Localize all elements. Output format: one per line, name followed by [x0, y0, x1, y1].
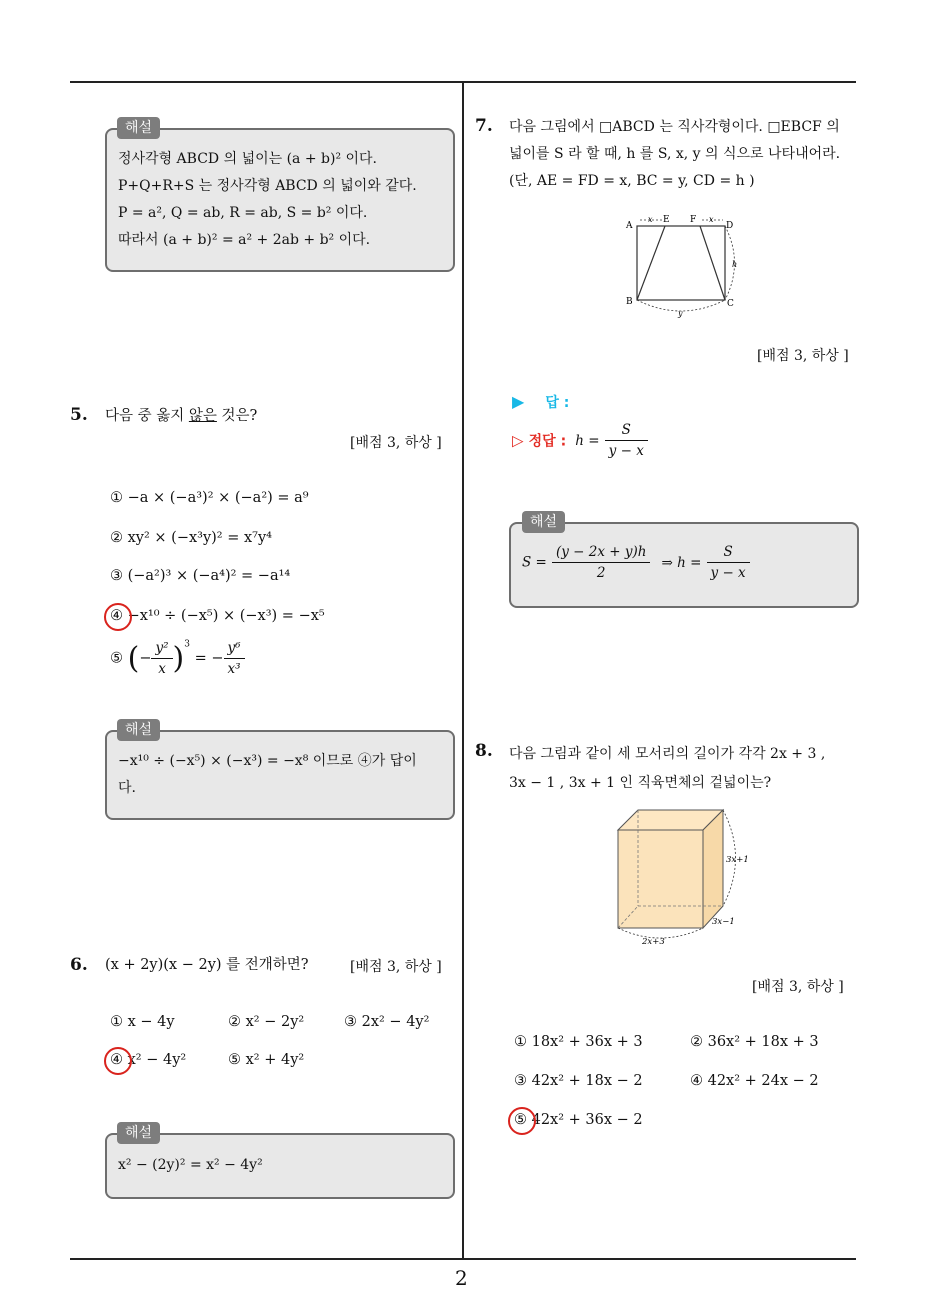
solution-tag: 해설	[117, 117, 160, 139]
option-5[interactable]: ⑤ (− $\frac{\text{y²}}{x}$ )$^3$ = − $\frac{\text{y⁶}}{\text{x³}}$	[110, 638, 245, 678]
solution-tag: 해설	[117, 719, 160, 741]
solution-text: −x¹⁰ ÷ (−x⁵) × (−x³) = −x⁸ 이므로 ④가 답이 다.	[118, 753, 417, 796]
label-B: B	[626, 297, 633, 307]
center-divider	[462, 83, 464, 1259]
answer-circle-mark	[508, 1107, 536, 1135]
label-x: x	[648, 215, 653, 224]
score-label: [배점 3, 하상 ]	[757, 348, 849, 364]
option-5[interactable]: ⑤ 42x² + 36x − 2	[514, 1112, 643, 1128]
option-1[interactable]: ① x − 4y	[110, 1014, 175, 1030]
label-h: h	[732, 260, 738, 269]
label-D: D	[726, 221, 734, 231]
cuboid-figure	[608, 806, 768, 952]
label-F: F	[690, 215, 697, 225]
option-3[interactable]: ③ 2x² − 4y²	[344, 1014, 430, 1030]
question-number: 6.	[70, 955, 88, 975]
solution-text: S = $\frac{(y - 2x + y)h}{2}$ ⇒ h = $\frac{S}{y - x}$	[522, 542, 750, 583]
solution-text: 정사각형 ABCD 의 넓이는 (a + b)² 이다. P+Q+R+S 는 정사각형 ABCD 의 넓이와 같다. P = a², Q = ab, R = ab, S = b² 이다. 따라서 (a + b)² = a² + 2ab + b² 이다.	[118, 151, 417, 248]
solution-tag: 해설	[522, 511, 565, 533]
label-width: 2x+3	[642, 937, 665, 947]
question-number: 7.	[475, 116, 493, 136]
question-stem: 다음 그림과 같이 세 모서리의 길이가 각각 2x + 3 , 3x − 1 , 3x + 1 인 직육면체의 겉넓이는?	[509, 746, 826, 791]
answer-circle-mark	[104, 603, 132, 631]
option-2[interactable]: ② x² − 2y²	[228, 1014, 305, 1030]
question-number: 8.	[475, 741, 493, 761]
label-E: E	[663, 215, 670, 225]
label-height: 3x+1	[726, 855, 749, 865]
label-x: x	[709, 215, 714, 224]
question-stem: 다음 그림에서 □ABCD 는 직사각형이다. □EBCF 의 넓이를 S 라 할 때, h 를 S, x, y 의 식으로 나타내어라. (단, AE = FD = x, BC = y, CD = h )	[509, 119, 841, 189]
option-2[interactable]: ② xy² × (−x³y)² = x⁷y⁴	[110, 530, 272, 546]
play-icon: ▶	[512, 392, 525, 411]
bottom-rule	[70, 1258, 856, 1260]
answer-line: ▶ 답 :	[512, 392, 570, 411]
option-4[interactable]: ④ x² − 4y²	[110, 1052, 187, 1068]
option-5[interactable]: ⑤ x² + 4y²	[228, 1052, 305, 1068]
label-A: A	[626, 221, 633, 231]
question-stem: 다음 중 옳지 않은 것은?	[105, 408, 258, 424]
option-4[interactable]: ④ 42x² + 24x − 2	[690, 1073, 819, 1089]
question-number: 5.	[70, 405, 88, 425]
option-3[interactable]: ③ (−a²)³ × (−a⁴)² = −a¹⁴	[110, 568, 291, 584]
score-label: [배점 3, 하상 ]	[350, 959, 442, 975]
triangle-outline-icon: ▷	[512, 431, 524, 450]
correct-answer: ▷ 정답 : h = $\frac{S}{y - x}$	[512, 420, 648, 461]
solution-text: x² − (2y)² = x² − 4y²	[118, 1157, 263, 1173]
option-1[interactable]: ① −a × (−a³)² × (−a²) = a⁹	[110, 490, 309, 506]
score-label: [배점 3, 하상 ]	[350, 435, 442, 451]
option-2[interactable]: ② 36x² + 18x + 3	[690, 1034, 819, 1050]
option-4[interactable]: ④ −x¹⁰ ÷ (−x⁵) × (−x³) = −x⁵	[110, 608, 325, 624]
score-label: [배점 3, 하상 ]	[752, 979, 844, 995]
page-number: 2	[455, 1266, 468, 1290]
option-1[interactable]: ① 18x² + 36x + 3	[514, 1034, 643, 1050]
solution-tag: 해설	[117, 1122, 160, 1144]
answer-circle-mark	[104, 1047, 132, 1075]
label-y: y	[678, 309, 683, 318]
question-stem: (x + 2y)(x − 2y) 를 전개하면?	[105, 957, 309, 973]
label-depth: 3x−1	[712, 917, 735, 927]
rectangle-figure	[620, 210, 750, 320]
label-C: C	[727, 299, 734, 309]
option-3[interactable]: ③ 42x² + 18x − 2	[514, 1073, 643, 1089]
